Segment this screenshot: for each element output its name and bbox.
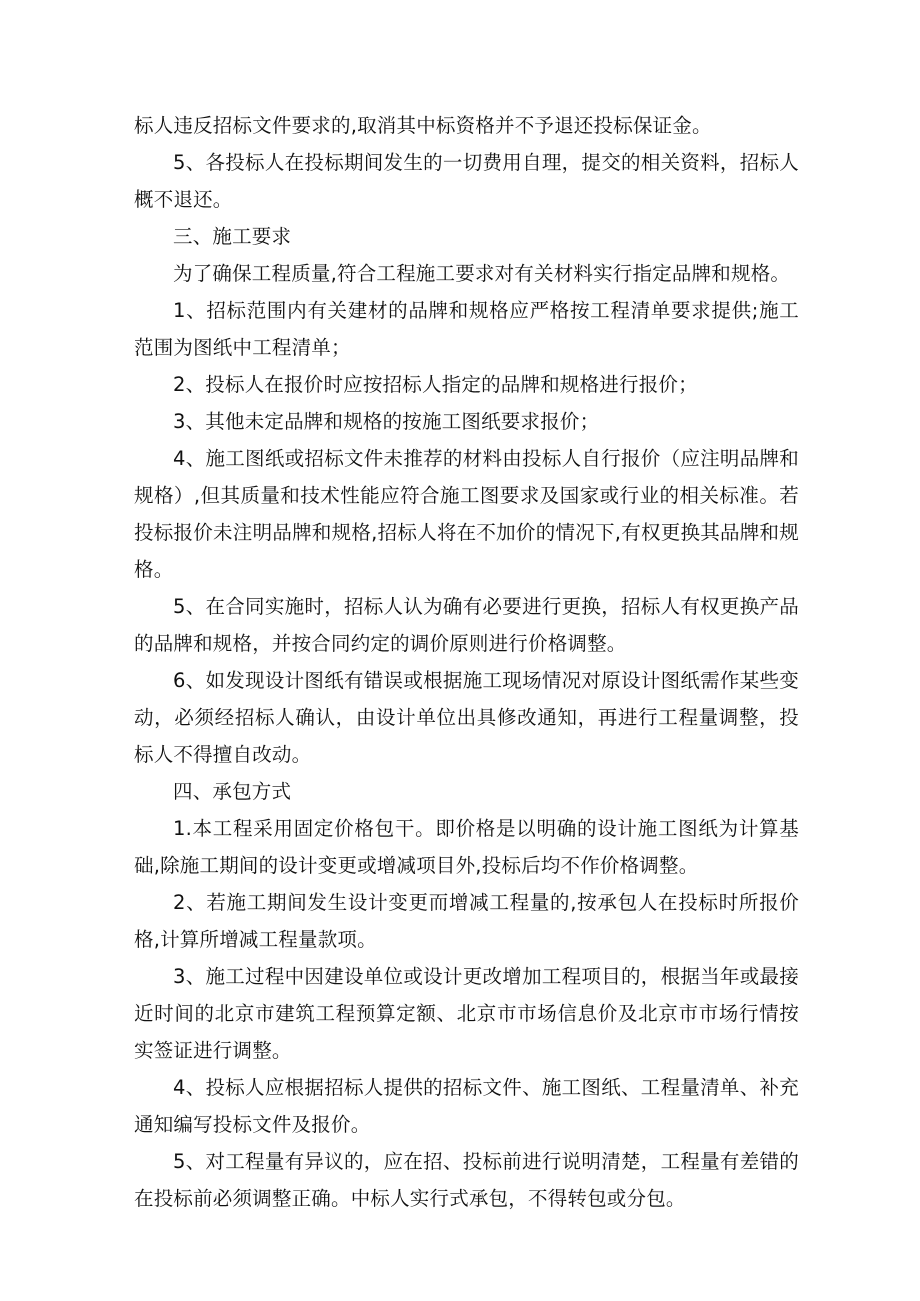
paragraph-contract-4: 4、投标人应根据招标人提供的招标文件、施工图纸、工程量清单、补充通知编写投标文件及报价。 <box>134 1076 799 1136</box>
document-body <box>134 107 799 1217</box>
paragraph-requirement-5: 5、在合同实施时，招标人认为确有必要进行更换，招标人有权更换产品的品牌和规格，并按合同约定的调价原则进行价格调整。 <box>134 595 799 655</box>
paragraph-requirement-2: 2、投标人在报价时应按招标人指定的品牌和规格进行报价； <box>173 373 698 396</box>
paragraph-requirement-4: 4、施工图纸或招标文件未推荐的材料由投标人自行报价（应注明品牌和规格）,但其质量和技术性能应符合施工图要求及国家或行业的相关标准。若投标报价未注明品牌和规格,招标人将在不加价的情况下,有权更换其品牌和规格。 <box>134 447 799 581</box>
paragraph-contract-3: 3、施工过程中因建设单位或设计更改增加工程项目的，根据当年或最接近时间的北京市建筑工程预算定额、北京市市场信息价及北京市市场行情按实签证进行调整。 <box>134 965 799 1062</box>
paragraph-contract-5: 5、对工程量有异议的，应在招、投标前进行说明清楚，工程量有差错的在投标前必须调整正确。中标人实行式承包，不得转包或分包。 <box>134 1150 799 1210</box>
paragraph-requirement-6: 6、如发现设计图纸有错误或根据施工现场情况对原设计图纸需作某些变动，必须经招标人确认，由设计单位出具修改通知，再进行工程量调整，投标人不得擅自改动。 <box>134 669 799 766</box>
section-heading-contract-method: 四、承包方式 <box>173 780 292 803</box>
section-heading-construction-requirements: 三、施工要求 <box>173 225 292 248</box>
paragraph-contract-2: 2、若施工期间发生设计变更而增减工程量的,按承包人在投标时所报价格,计算所增减工程量款项。 <box>134 891 799 951</box>
paragraph-quality-intro: 为了确保工程质量,符合工程施工要求对有关材料实行指定品牌和规格。 <box>173 262 791 285</box>
paragraph-contract-1: 1.本工程采用固定价格包干。即价格是以明确的设计施工图纸为计算基础,除施工期间的设计变更或增减项目外,投标后均不作价格调整。 <box>134 817 799 877</box>
paragraph-requirement-1: 1、招标范围内有关建材的品牌和规格应严格按工程清单要求提供;施工范围为图纸中工程清单； <box>134 299 799 359</box>
paragraph-bidding-costs: 5、各投标人在投标期间发生的一切费用自理，提交的相关资料，招标人概不退还。 <box>134 151 799 211</box>
paragraph-continuation: 标人违反招标文件要求的,取消其中标资格并不予退还投标保证金。 <box>134 114 712 137</box>
paragraph-requirement-3: 3、其他未定品牌和规格的按施工图纸要求报价； <box>173 410 600 433</box>
